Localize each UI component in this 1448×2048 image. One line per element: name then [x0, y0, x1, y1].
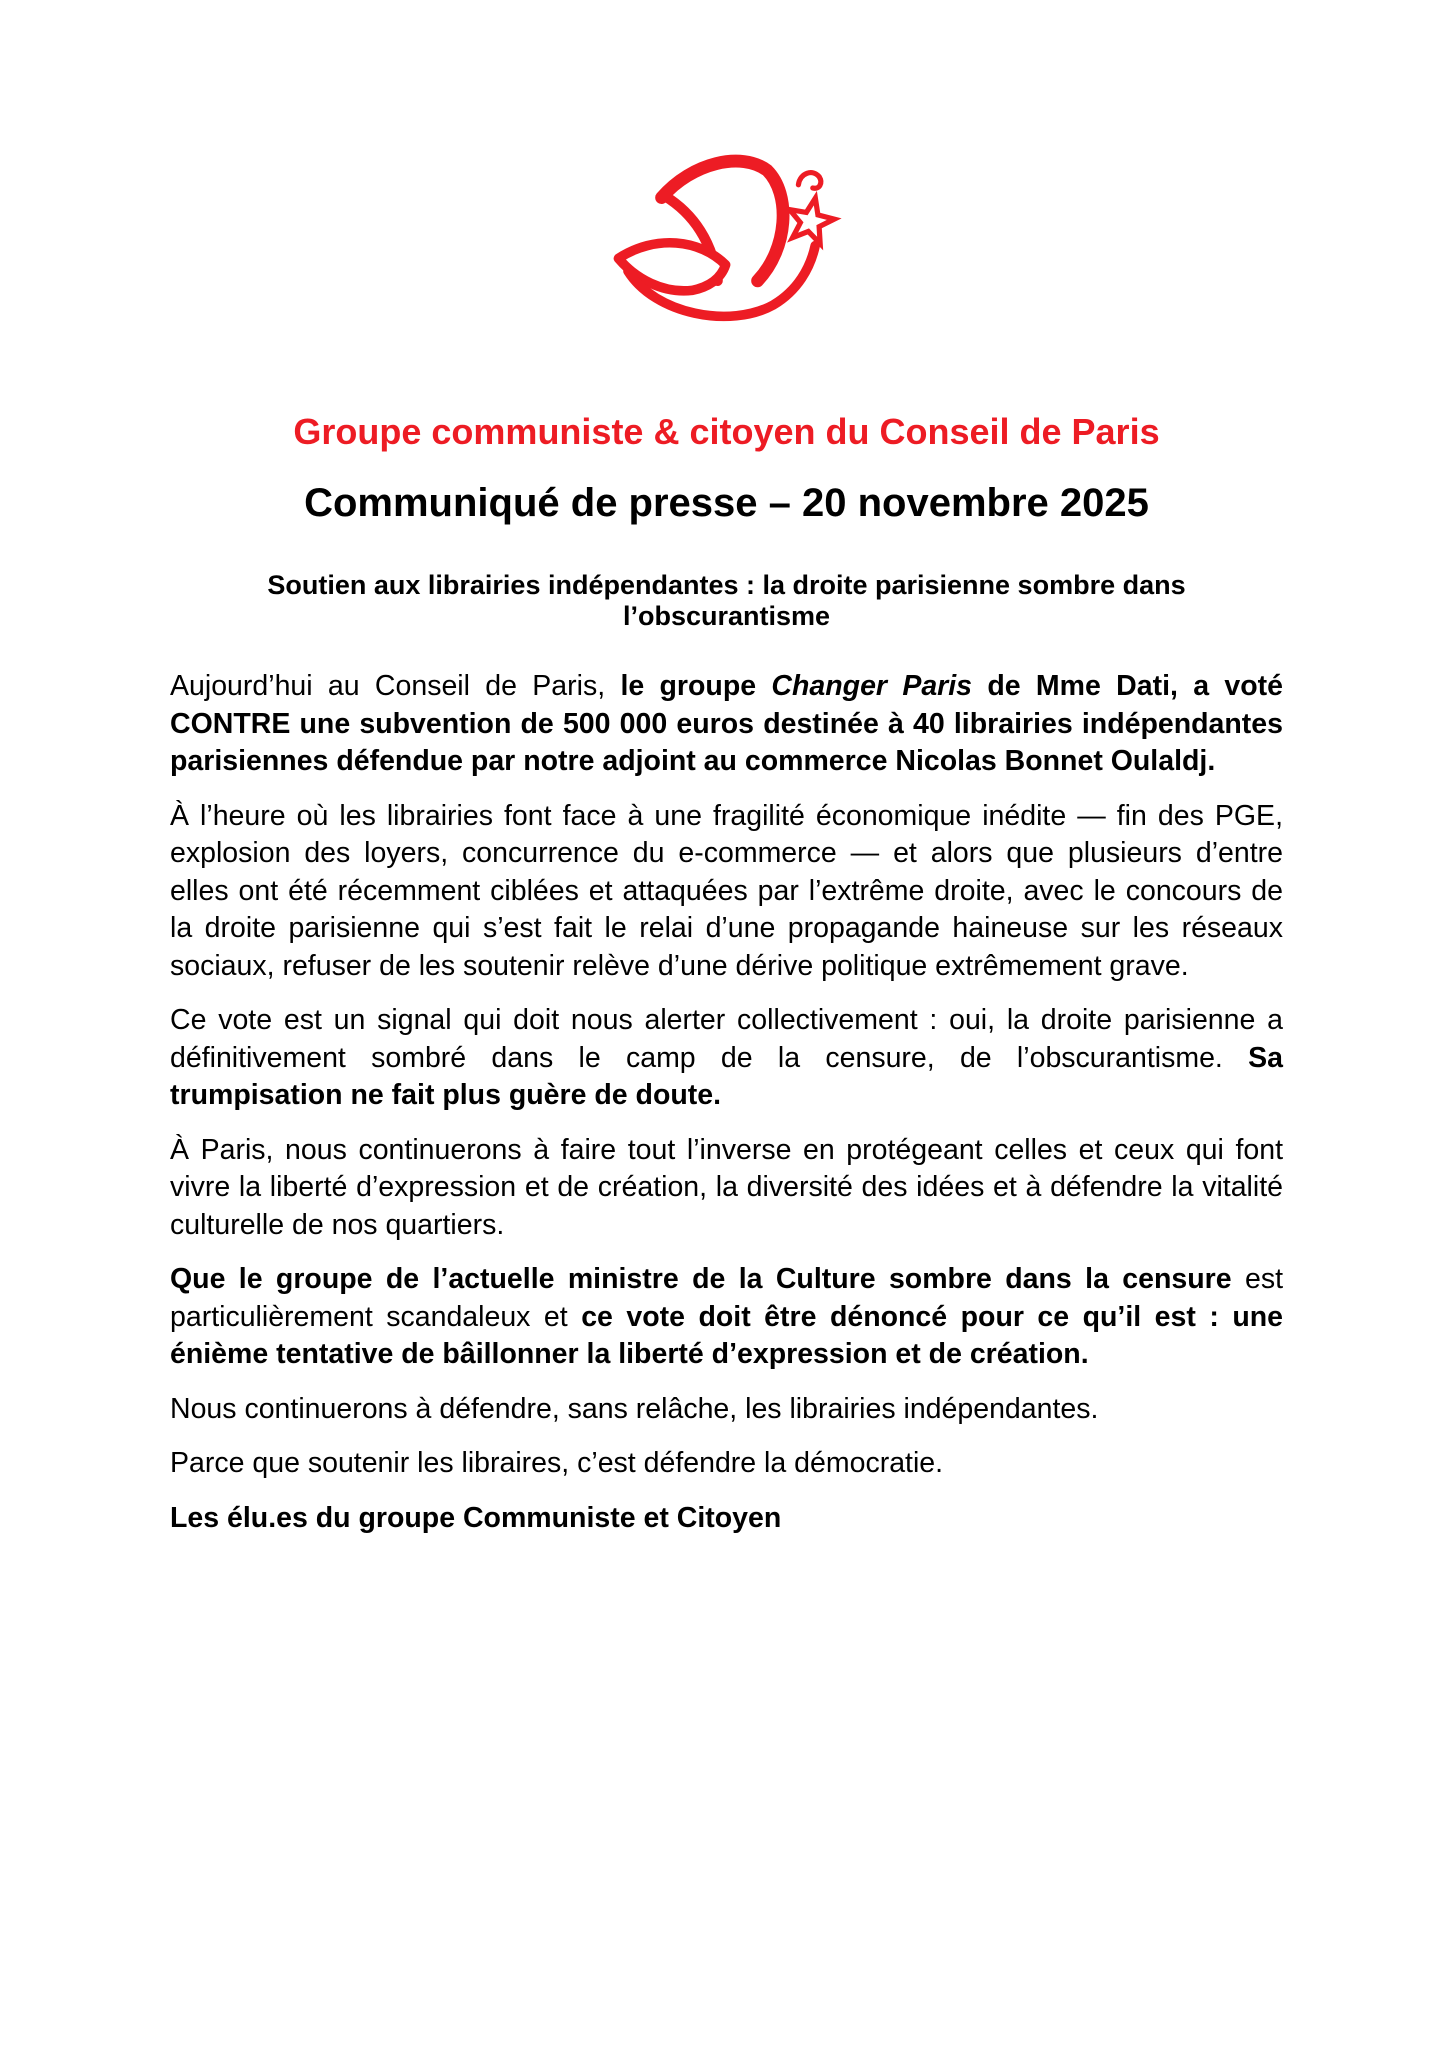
text-run: Aujourd’hui au Conseil de Paris,: [170, 670, 621, 702]
organization-title: Groupe communiste & citoyen du Conseil de Paris: [293, 411, 1160, 452]
text-run: Que le groupe de l’actuelle ministre de la Culture sombre dans la censure: [170, 1263, 1232, 1295]
press-release-title: Communiqué de presse – 20 novembre 2025: [304, 481, 1149, 525]
text-run: À Paris, nous continuerons à faire tout l’inverse en protégeant celles et ceux qui font vivre la liberté d’expression et de création, la diversité des idées et à défendre la vitalité culturelle de nos quartiers.: [170, 1133, 1283, 1241]
press-release-body: [170, 668, 1283, 1537]
text-run: Ce vote est un signal qui doit nous alerter collectivement : oui, la droite parisienne a définitivement sombré dans le camp de la censure, de l’obscurantisme.: [170, 1004, 1283, 1074]
text-run: de Mme Dati, a voté CONTRE une subvention de 500 000 euros destinée à 40 librairies indépendantes parisiennes défendue par notre adjoint au commerce Nicolas Bonnet Oulaldj.: [170, 670, 1283, 777]
text-run: ce vote doit être dénoncé pour ce qu’il est : une énième tentative de bâillonner la liberté d’expression et de création.: [170, 1300, 1284, 1370]
text-run: À l’heure où les librairies font face à une fragilité économique inédite — fin des PGE, explosion des loyers, concurrence du e-commerce — et alors que plusieurs d’entre elles ont été récemment ciblées et attaquées par l’extrême droite, avec le concours de la droite parisienne qui s’est fait le relai d’une propagande haineuse sur les réseaux sociaux, refuser de les soutenir relève d’une dérive politique extrêmement grave.: [170, 799, 1283, 982]
paragraph-2: [170, 798, 1283, 986]
paragraph-5: [170, 1261, 1283, 1374]
text-run: est particulièrement scandaleux et: [170, 1263, 1283, 1333]
paragraph-3: [170, 1002, 1283, 1115]
subject-line: Soutien aux librairies indépendantes : la droite parisienne sombre dans l’obscurantisme: [267, 570, 1186, 631]
paragraph-6: [170, 1391, 1283, 1429]
text-run: Parce que soutenir les libraires, c’est défendre la démocratie.: [170, 1447, 944, 1479]
text-run: le groupe: [620, 670, 772, 702]
text-run: Changer Paris: [771, 670, 973, 702]
paragraph-1: [170, 668, 1283, 781]
signature-line: Les élu.es du groupe Communiste et Citoyen: [170, 1501, 782, 1534]
paragraph-4: [170, 1132, 1283, 1245]
text-run: Sa trumpisation ne fait plus guère de doute.: [170, 1041, 1283, 1111]
logo-container: [164, 148, 1283, 353]
dove-star-logo-icon: [604, 148, 844, 348]
text-run: Nous continuerons à défendre, sans relâche, les librairies indépendantes.: [170, 1392, 1099, 1425]
paragraph-7: [170, 1445, 1283, 1483]
